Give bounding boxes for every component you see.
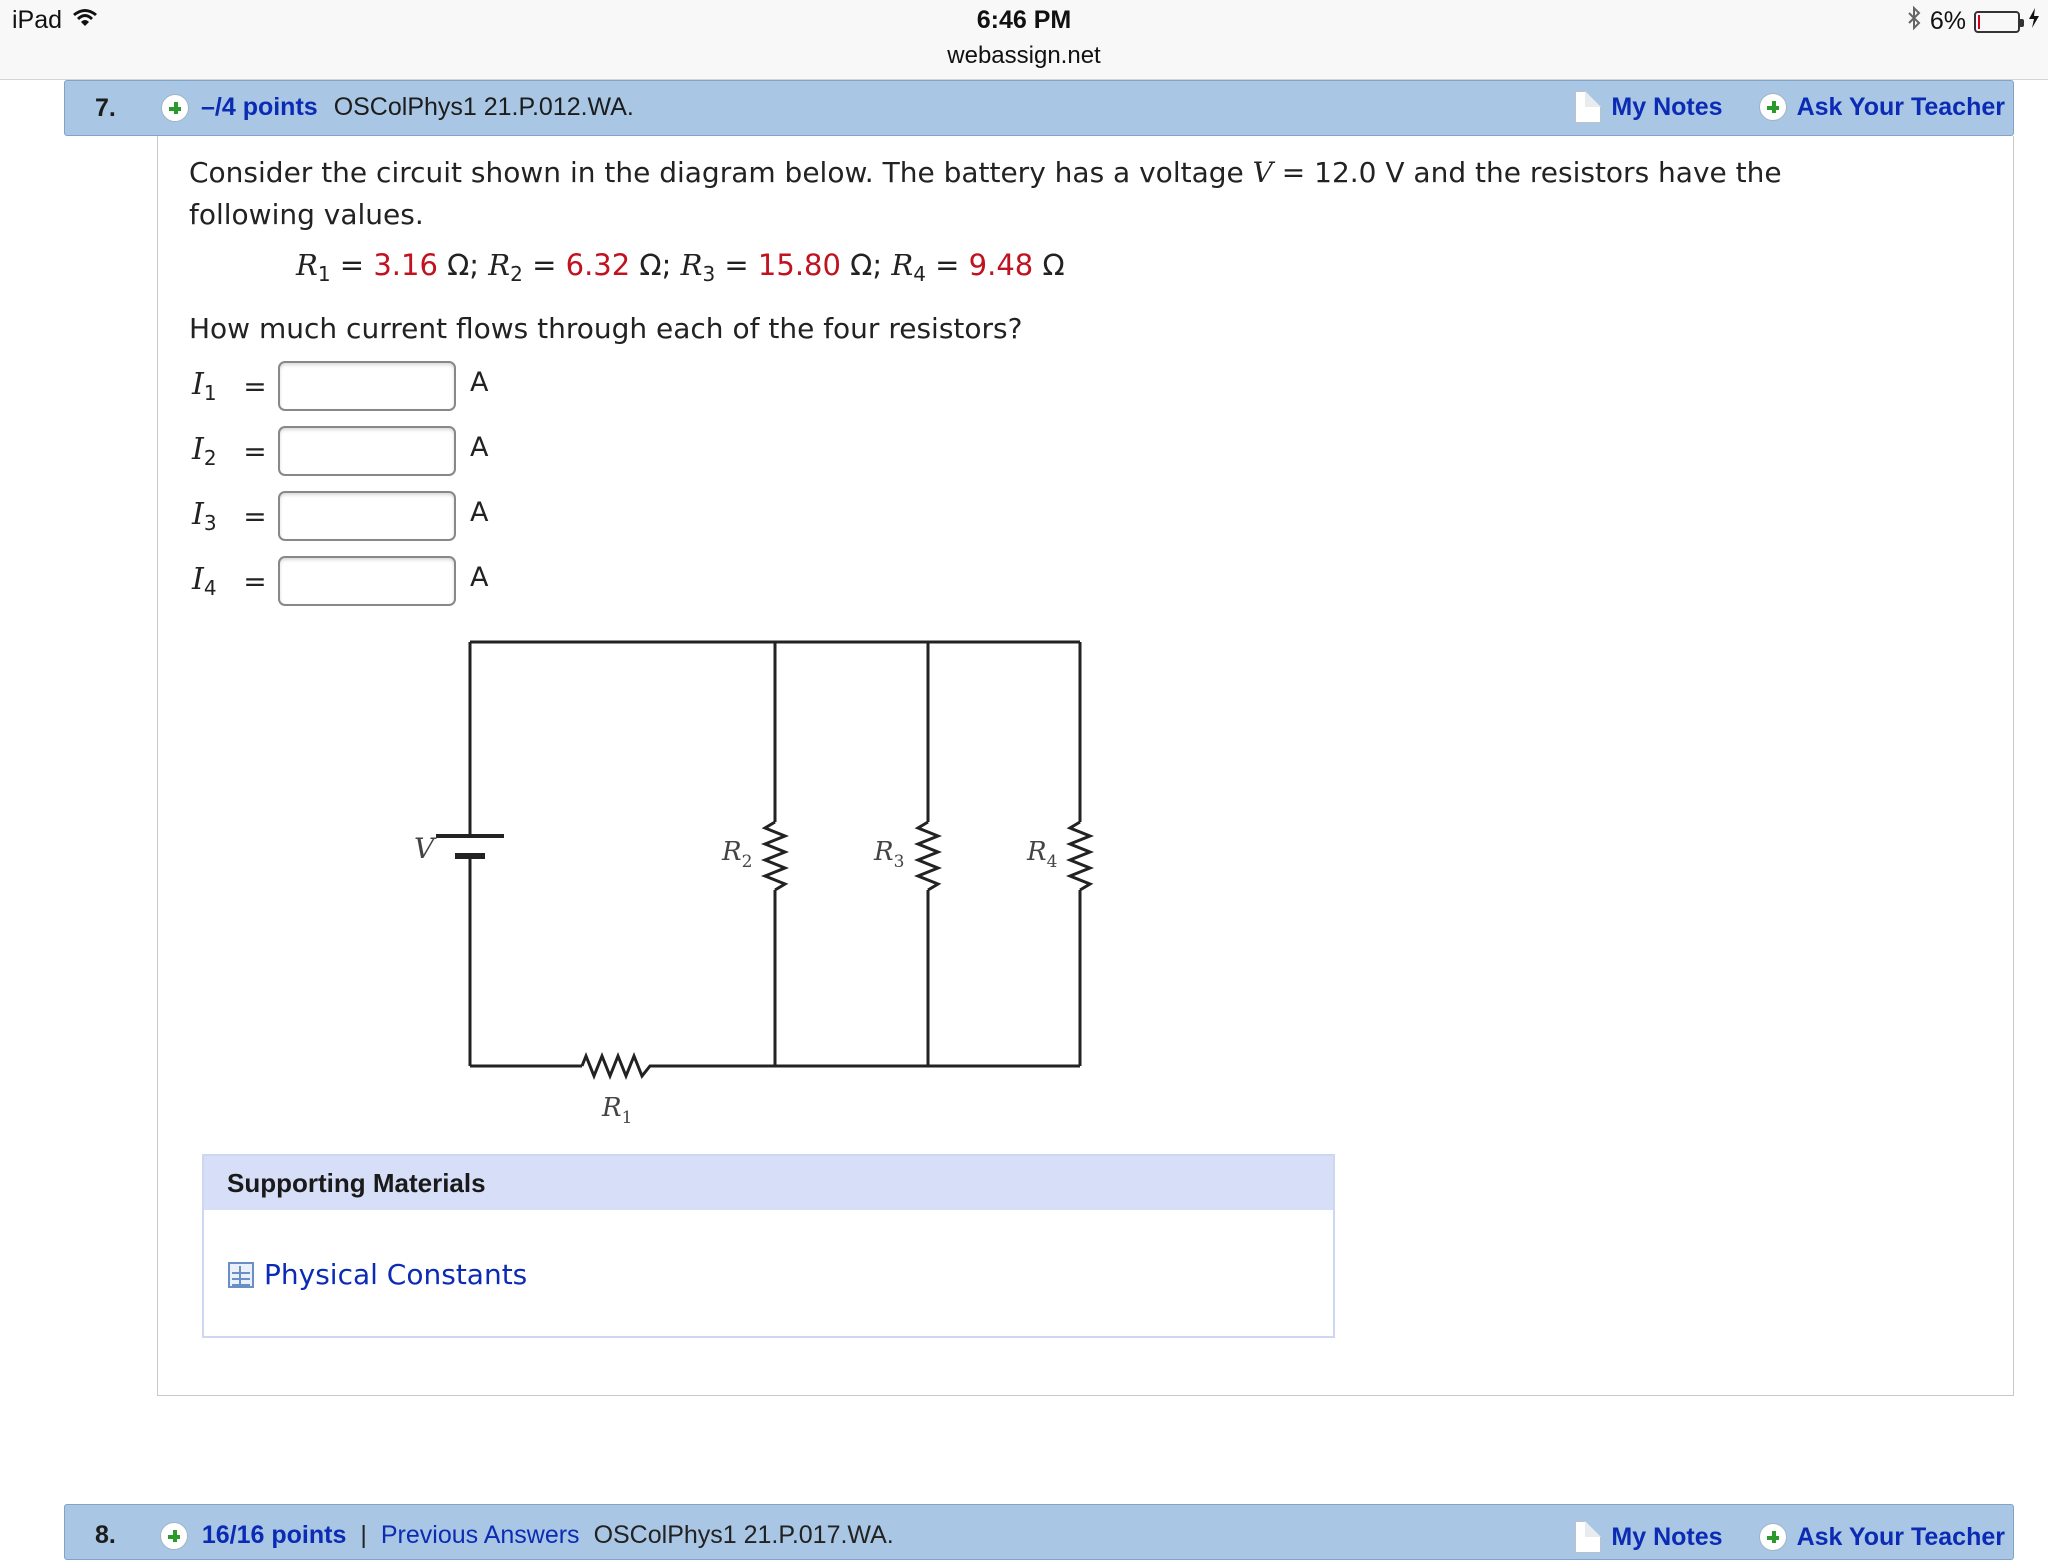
answer-row-i2: $I_2$ = A — [192, 425, 488, 477]
bluetooth-icon — [1906, 6, 1922, 37]
supporting-materials — [202, 1154, 1335, 1338]
answer-row-i4: $I_4$ = A — [192, 555, 488, 607]
ask-teacher-link[interactable]: Ask Your Teacher — [1796, 92, 2005, 121]
r2-label: $R_2$ — [722, 837, 753, 872]
next-question-number: 8. — [95, 1521, 116, 1549]
answer-row-i3: $I_3$ = A — [192, 490, 488, 542]
r3-zigzag — [918, 822, 938, 890]
r2-zigzag — [765, 822, 785, 890]
question-number: 7. — [95, 94, 116, 122]
question-header — [64, 80, 2014, 136]
next-my-notes-link[interactable]: My Notes — [1611, 1522, 1723, 1551]
question-code: OSColPhys1 21.P.012.WA. — [333, 93, 634, 121]
battery-label: V — [414, 832, 435, 865]
charging-icon — [2028, 7, 2040, 36]
question-intro: Consider the circuit shown in the diagram below. The battery has a voltage V = 12.0 V and the resistors have the following values. — [189, 156, 1782, 231]
question-prompt: How much current flows through each of the four resistors? — [189, 312, 1023, 345]
next-notes-icon[interactable] — [1575, 1521, 1601, 1553]
i4-input[interactable] — [278, 556, 456, 606]
my-notes-link[interactable]: My Notes — [1611, 92, 1723, 121]
ask-teacher-plus-icon[interactable] — [1759, 93, 1787, 121]
battery-percent: 6% — [1929, 7, 1966, 35]
next-ask-teacher-plus-icon[interactable] — [1759, 1523, 1787, 1551]
i3-input[interactable] — [278, 491, 456, 541]
r2-value: 6.32 — [565, 248, 631, 282]
clock: 6:46 PM — [976, 6, 1072, 34]
physical-constants-item[interactable] — [228, 1258, 527, 1291]
physical-constants-link[interactable]: Physical Constants — [264, 1258, 528, 1291]
device-name: iPad — [12, 6, 63, 34]
battery-level — [1978, 15, 1980, 29]
i2-input[interactable] — [278, 426, 456, 476]
answer-row-i1: $I_1$ = A — [192, 360, 488, 412]
r4-label: $R_4$ — [1027, 837, 1058, 872]
notes-icon[interactable] — [1575, 91, 1601, 123]
r1-value: 3.16 — [373, 248, 438, 282]
r1-label: $R_1$ — [602, 1093, 633, 1128]
table-icon — [228, 1262, 254, 1288]
r4-value: 9.48 — [968, 248, 1034, 282]
r3-value: 15.80 — [757, 248, 841, 282]
next-expand-plus-icon[interactable] — [160, 1522, 188, 1550]
i1-input[interactable] — [278, 361, 456, 411]
r4-zigzag — [1070, 822, 1090, 890]
r3-label: $R_3$ — [874, 837, 905, 872]
r1-zigzag — [582, 1056, 654, 1076]
supporting-materials-title: Supporting Materials — [204, 1156, 1333, 1210]
resistor-values: $R_1 = 3.16$ Ω; $R_2 = 6.32$ Ω; $R_3 = 15.80$ Ω; $R_4 = 9.48$ Ω — [296, 248, 1065, 286]
circuit-diagram — [400, 630, 1100, 1130]
ios-status-bar — [0, 0, 2048, 80]
previous-answers-link[interactable]: Previous Answers — [380, 1521, 580, 1549]
next-points-link[interactable]: 16/16 points — [201, 1521, 347, 1549]
url-bar[interactable]: webassign.net — [947, 42, 1101, 69]
expand-plus-icon[interactable] — [161, 94, 189, 122]
battery-icon — [1974, 11, 2020, 33]
next-question-code: OSColPhys1 21.P.017.WA. — [593, 1521, 894, 1549]
points-link[interactable]: –/4 points — [201, 93, 318, 121]
next-question-header: 8. 16/16 points | Previous Answers OSColPhys1 21.P.017.WA. My Notes Ask Your Teacher — [64, 1504, 2014, 1560]
next-ask-teacher-link[interactable]: Ask Your Teacher — [1796, 1522, 2005, 1551]
